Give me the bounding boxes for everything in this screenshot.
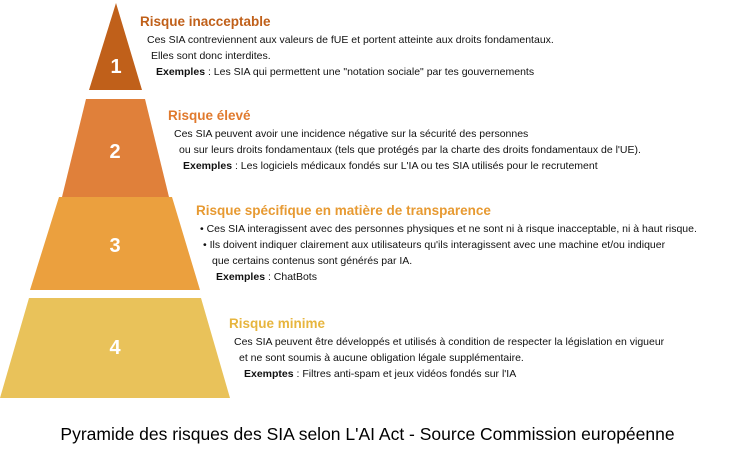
level-2-line-2: ou sur leurs droits fondamentaux (tels que protégés par la charte des droits fondamentaux de l'UE). [179, 144, 641, 156]
level-1-title: Risque inacceptable [140, 14, 271, 29]
level-3-example-label: Exemples [216, 271, 266, 283]
tier-number-2: 2 [109, 141, 121, 163]
level-1-example-label: Exemples [156, 66, 206, 78]
level-4-line-2: et ne sont soumis à aucune obligation légale supplémentaire. [239, 352, 524, 364]
level-1-line-2: Elles sont donc interdites. [151, 50, 271, 62]
level-3-line-2: • Ils doivent indiquer clairement aux utilisateurs qu'ils interagissent avec une machine et/ou indiquer [203, 239, 666, 251]
level-2-title: Risque élevé [168, 108, 251, 123]
level-3-line-3: que certains contenus sont générés par IA. [212, 255, 413, 267]
level-4-example-text: : Filtres anti-spam et jeux vidéos fondés sur l'IA [293, 368, 517, 380]
level-4-block [229, 315, 664, 382]
figure-caption: Pyramide des risques des SIA selon L'AI Act - Source Commission européenne [60, 424, 675, 444]
level-2-block [168, 107, 641, 174]
level-1-line-1: Ces SIA contreviennent aux valeurs de fUE et portent atteinte aux droits fondamentaux. [147, 34, 554, 46]
level-3-title: Risque spécifique en matière de transparence [196, 203, 491, 218]
level-4-title: Risque minime [229, 316, 326, 331]
level-3-block [196, 202, 697, 285]
level-1-example-text: : Les SIA qui permettent une "notation sociale" par tes gouvernements [205, 66, 535, 78]
level-2-example-text: : Les logiciels médicaux fondés sur L'IA ou tes SIA utilisés pour le recrutement [232, 160, 598, 172]
level-3-line-1: • Ces SIA interagissent avec des personnes physiques et ne sont ni à risque inacceptable, ni à haut risque. [200, 223, 697, 235]
tier-number-1: 1 [110, 56, 122, 78]
level-4-line-1: Ces SIA peuvent être développés et utilisés à condition de respecter la législation en vigueur [234, 336, 665, 348]
level-4-example [229, 366, 664, 382]
level-3-example-text: : ChatBots [265, 271, 317, 283]
tier-number-3: 3 [109, 235, 121, 257]
tier-number-4: 4 [109, 337, 121, 359]
level-2-example-label: Exemples [183, 160, 233, 172]
level-4-example-label: Exemptes [244, 368, 294, 380]
level-2-line-1: Ces SIA peuvent avoir une incidence négative sur la sécurité des personnes [174, 128, 529, 140]
level-1-block [140, 13, 554, 80]
level-1-example [140, 64, 554, 80]
level-2-example [168, 158, 641, 174]
level-3-example [196, 269, 697, 285]
